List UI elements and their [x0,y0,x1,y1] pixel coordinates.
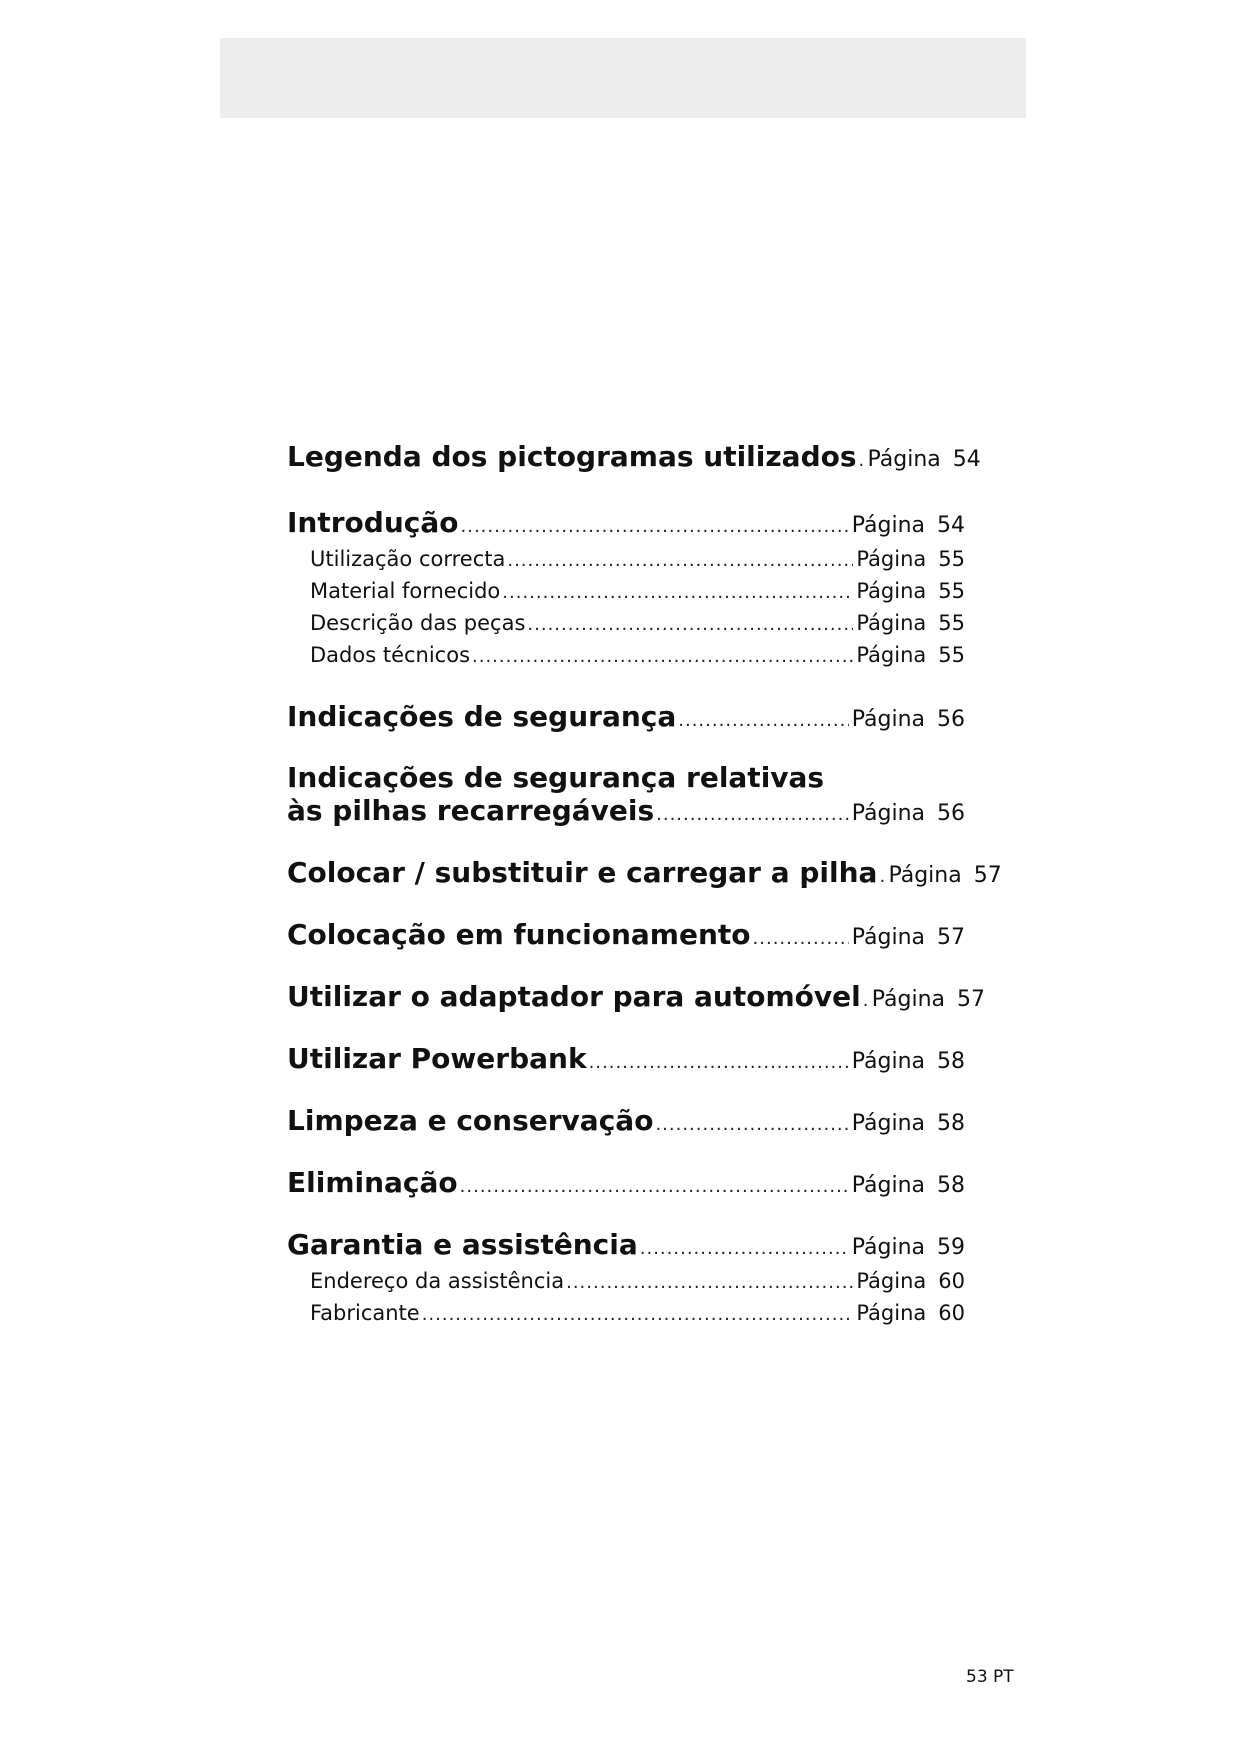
toc-subentry-descricao[interactable] [287,608,965,640]
toc-subentry-material[interactable] [287,576,965,608]
dot-leader [753,922,849,956]
toc-entry-title: às pilhas recarregáveis [287,794,655,827]
dot-leader [879,860,885,894]
dot-leader [640,1232,849,1266]
dot-leader [422,1299,854,1330]
header-band [220,38,1026,118]
toc-entry-introducao[interactable] [287,506,965,544]
toc-entry-title: Utilizar Powerbank [287,1042,587,1075]
toc-page-ref: Página 60 [856,1269,965,1293]
toc-entry-powerbank[interactable] [287,1042,965,1080]
toc-page-ref: Página 55 [856,547,965,571]
toc-entry-title: Utilização correcta [310,547,506,571]
toc-entry-eliminacao[interactable] [287,1166,965,1204]
dot-leader [656,798,849,832]
toc-entry-limpeza[interactable] [287,1104,965,1142]
toc-page-ref: Página 55 [856,611,965,635]
toc-page-ref: Página 55 [856,643,965,667]
toc-subentry-utilizacao[interactable] [287,544,965,576]
dot-leader [566,1267,853,1298]
dot-leader [461,510,849,544]
dot-leader [472,641,853,672]
dot-leader [863,984,869,1018]
dot-leader [507,545,853,576]
toc-subentry-dados[interactable] [287,640,965,672]
dot-leader [655,1108,848,1142]
toc-page-ref: Página 55 [856,579,965,603]
toc-entry-title: Colocação em funcionamento [287,918,751,951]
toc-page-ref: Página 56 [851,801,965,826]
toc-subentry-fabricante[interactable] [287,1298,965,1330]
dot-leader [527,609,853,640]
toc-entry-title: Descrição das peças [310,611,526,635]
toc-entry-title: Dados técnicos [310,643,471,667]
toc-page-ref: Página 57 [888,863,1002,888]
toc-entry-title: Utilizar o adaptador para automóvel [287,980,861,1013]
dot-leader [859,444,865,478]
toc-page-ref: Página 59 [851,1235,965,1260]
toc-entry-title-line1: Indicações de segurança relativas [287,761,825,794]
toc-page-ref: Página 57 [851,925,965,950]
dot-leader [589,1046,849,1080]
dot-leader [460,1170,849,1204]
toc-entry-funcionamento[interactable] [287,918,965,956]
toc-subentry-endereco[interactable] [287,1266,965,1298]
toc-entry-garantia[interactable] [287,1228,965,1266]
toc-entry-title: Indicações de segurança [287,700,677,733]
table-of-contents [287,440,1002,1330]
toc-page-ref: Página 54 [851,513,965,538]
toc-entry-title: Legenda dos pictogramas utilizados [287,440,857,473]
toc-page-ref: Página 56 [851,707,965,732]
toc-entry-seguranca-pilhas[interactable] [287,762,965,832]
toc-entry-title: Limpeza e conservação [287,1104,654,1137]
toc-page-ref: Página 58 [851,1173,965,1198]
toc-page-ref: Página 58 [851,1111,965,1136]
toc-page-ref: Página 54 [867,447,981,472]
toc-entry-title: Fabricante [310,1301,420,1325]
dot-leader [678,704,848,738]
toc-entry-adaptador[interactable] [287,980,985,1018]
toc-entry-title: Eliminação [287,1166,458,1199]
toc-entry-title: Introdução [287,506,459,539]
dot-leader [502,577,853,608]
toc-page-ref: Página 60 [856,1301,965,1325]
toc-page-ref: Página 57 [871,987,985,1012]
toc-entry-title: Garantia e assistência [287,1228,638,1261]
toc-entry-title: Colocar / substituir e carregar a pilha [287,856,878,889]
page-number: 53 PT [966,1667,1014,1687]
toc-entry-title: Material fornecido [310,579,501,603]
toc-entry-title: Endereço da assistência [310,1269,565,1293]
toc-entry-colocar-pilha[interactable] [287,856,1002,894]
toc-entry-seguranca[interactable] [287,700,965,738]
toc-page-ref: Página 58 [851,1049,965,1074]
toc-entry-legenda[interactable] [287,440,981,478]
